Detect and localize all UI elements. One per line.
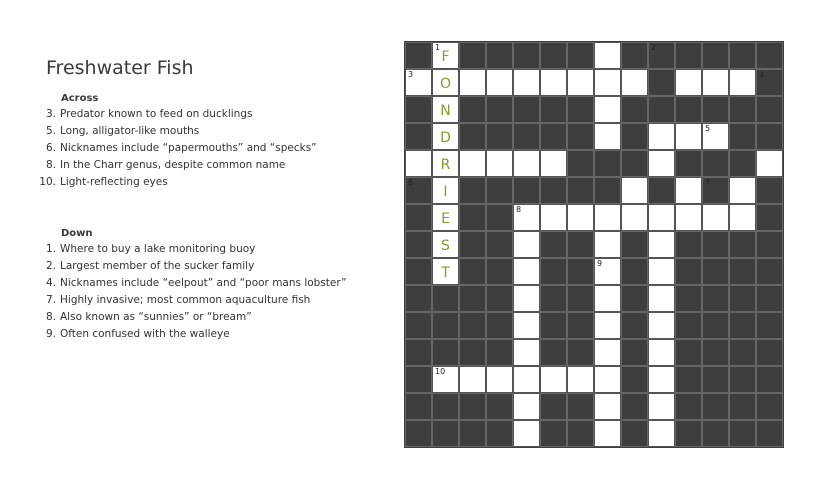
cell-letter: I [443, 184, 448, 200]
down-clue [34, 328, 384, 342]
grid-block [621, 123, 648, 150]
clue-number: 2. [45, 260, 56, 272]
clue-text: Predator known to feed on ducklings [60, 108, 253, 120]
down-clue [34, 277, 384, 291]
grid-block [675, 231, 702, 258]
grid-block [594, 150, 621, 177]
grid-block [729, 285, 756, 312]
grid-block [675, 285, 702, 312]
grid-cell[interactable] [513, 150, 540, 177]
clue-number: 3. [45, 108, 56, 120]
grid-block [486, 123, 513, 150]
grid-block [702, 339, 729, 366]
grid-cell[interactable] [486, 150, 513, 177]
grid-block [540, 312, 567, 339]
grid-block [567, 393, 594, 420]
across-clue [34, 108, 384, 122]
grid-block [621, 150, 648, 177]
grid-block [729, 96, 756, 123]
grid-cell[interactable] [432, 204, 459, 231]
grid-block [756, 96, 783, 123]
grid-cell[interactable] [540, 150, 567, 177]
clue-number: 6. [45, 142, 56, 154]
grid-block [459, 96, 486, 123]
grid-block [621, 42, 648, 69]
grid-block [432, 285, 459, 312]
grid-cell[interactable] [405, 69, 432, 96]
grid-block [432, 312, 459, 339]
grid-block [675, 366, 702, 393]
grid-block [648, 42, 675, 69]
grid-block [621, 96, 648, 123]
cell-letter: R [440, 157, 451, 173]
grid-block [486, 339, 513, 366]
grid-block [540, 258, 567, 285]
cell-number: 3 [408, 70, 414, 79]
grid-block [405, 42, 432, 69]
grid-block [405, 96, 432, 123]
grid-block [567, 150, 594, 177]
grid-cell[interactable] [648, 285, 675, 312]
grid-cell[interactable] [648, 123, 675, 150]
cell-number: 2 [651, 43, 657, 52]
grid-block [540, 177, 567, 204]
grid-block [405, 393, 432, 420]
grid-cell[interactable] [513, 69, 540, 96]
grid-cell[interactable] [648, 420, 675, 447]
grid-block [621, 312, 648, 339]
grid-block [540, 96, 567, 123]
grid-block [432, 393, 459, 420]
cell-letter: T [441, 265, 450, 281]
grid-cell[interactable] [513, 420, 540, 447]
clue-text: Long, alligator-like mouths [60, 125, 200, 137]
grid-cell[interactable] [594, 285, 621, 312]
cell-number: 7 [705, 178, 711, 187]
grid-block [486, 312, 513, 339]
grid-block [621, 231, 648, 258]
cell-number: 5 [705, 124, 711, 133]
clue-number: 7. [45, 294, 56, 306]
grid-block [459, 312, 486, 339]
cell-number: 4 [759, 70, 765, 79]
grid-block [486, 177, 513, 204]
clue-text: Nicknames include “papermouths” and “specks” [60, 142, 317, 154]
grid-cell[interactable] [702, 123, 729, 150]
across-clue [34, 176, 384, 190]
grid-block [540, 420, 567, 447]
grid-block [405, 204, 432, 231]
grid-cell[interactable] [432, 69, 459, 96]
grid-block [729, 420, 756, 447]
grid-cell[interactable] [648, 366, 675, 393]
grid-block [756, 258, 783, 285]
grid-block [648, 69, 675, 96]
grid-block [486, 204, 513, 231]
grid-cell[interactable] [729, 69, 756, 96]
grid-block [675, 258, 702, 285]
grid-block [702, 420, 729, 447]
grid-block [729, 258, 756, 285]
clue-number: 8. [45, 311, 56, 323]
grid-cell[interactable] [486, 366, 513, 393]
grid-block [756, 204, 783, 231]
grid-cell[interactable] [594, 366, 621, 393]
grid-block [702, 393, 729, 420]
grid-cell[interactable] [648, 150, 675, 177]
cell-number: 9 [597, 259, 603, 268]
grid-block [621, 420, 648, 447]
grid-cell[interactable] [540, 204, 567, 231]
grid-block [459, 231, 486, 258]
cell-number: 6 [408, 178, 414, 187]
clue-number: 4. [45, 277, 56, 289]
grid-block [729, 366, 756, 393]
grid-block [756, 42, 783, 69]
grid-cell[interactable] [648, 393, 675, 420]
across-clue [34, 159, 384, 173]
grid-block [567, 96, 594, 123]
clue-text: Also known as “sunnies” or “bream” [60, 311, 252, 323]
grid-cell[interactable] [594, 258, 621, 285]
grid-block [756, 123, 783, 150]
grid-block [729, 42, 756, 69]
grid-cell[interactable] [621, 204, 648, 231]
grid-block [702, 366, 729, 393]
grid-cell[interactable] [513, 285, 540, 312]
grid-block [405, 339, 432, 366]
grid-block [756, 69, 783, 96]
grid-block [486, 258, 513, 285]
grid-block [567, 285, 594, 312]
clue-text: Light-reflecting eyes [60, 176, 168, 188]
grid-block [702, 177, 729, 204]
grid-cell[interactable] [675, 177, 702, 204]
grid-cell[interactable] [675, 69, 702, 96]
grid-cell[interactable] [432, 150, 459, 177]
grid-cell[interactable] [594, 420, 621, 447]
grid-block [405, 285, 432, 312]
grid-block [405, 231, 432, 258]
grid-cell[interactable] [729, 177, 756, 204]
grid-block [405, 123, 432, 150]
grid-cell[interactable] [594, 204, 621, 231]
grid-cell[interactable] [459, 69, 486, 96]
grid-block [405, 366, 432, 393]
grid-block [540, 339, 567, 366]
clue-number: 1. [45, 243, 56, 255]
grid-block [486, 285, 513, 312]
grid-block [621, 258, 648, 285]
down-clue [34, 243, 384, 257]
grid-cell[interactable] [432, 258, 459, 285]
grid-cell[interactable] [648, 339, 675, 366]
grid-block [405, 177, 432, 204]
down-clue [34, 294, 384, 308]
grid-block [486, 96, 513, 123]
grid-block [702, 312, 729, 339]
puzzle-title: Freshwater Fish [46, 57, 194, 79]
down-heading: Down [61, 228, 93, 239]
grid-block [675, 96, 702, 123]
grid-cell[interactable] [513, 312, 540, 339]
grid-block [675, 42, 702, 69]
grid-block [513, 177, 540, 204]
clue-number: 8. [45, 159, 56, 171]
grid-cell[interactable] [594, 312, 621, 339]
cell-letter: E [441, 211, 450, 227]
down-clue [34, 260, 384, 274]
clue-number: 9. [45, 328, 56, 340]
grid-block [540, 231, 567, 258]
grid-block [513, 123, 540, 150]
grid-cell[interactable] [648, 204, 675, 231]
grid-block [486, 231, 513, 258]
grid-cell[interactable] [486, 69, 513, 96]
grid-block [648, 96, 675, 123]
grid-cell[interactable] [648, 312, 675, 339]
grid-block [729, 312, 756, 339]
cell-number: 8 [516, 205, 522, 214]
grid-block [540, 393, 567, 420]
clue-text: In the Charr genus, despite common name [60, 159, 286, 171]
grid-block [567, 123, 594, 150]
grid-block [702, 96, 729, 123]
grid-block [513, 96, 540, 123]
grid-cell[interactable] [567, 366, 594, 393]
grid-block [540, 123, 567, 150]
grid-block [621, 393, 648, 420]
grid-block [594, 177, 621, 204]
grid-block [756, 339, 783, 366]
grid-block [459, 123, 486, 150]
grid-block [405, 420, 432, 447]
grid-block [675, 420, 702, 447]
grid-block [432, 339, 459, 366]
grid-block [567, 420, 594, 447]
grid-block [702, 285, 729, 312]
clue-text: Nicknames include “eelpout” and “poor mans lobster” [60, 277, 347, 289]
grid-cell[interactable] [567, 204, 594, 231]
grid-cell[interactable] [432, 366, 459, 393]
grid-cell[interactable] [702, 204, 729, 231]
grid-cell[interactable] [594, 123, 621, 150]
clue-text: Where to buy a lake monitoring buoy [60, 243, 256, 255]
clue-number: 5. [45, 125, 56, 137]
grid-block [675, 339, 702, 366]
clue-number: 10. [39, 176, 56, 188]
grid-block [540, 285, 567, 312]
grid-block [729, 150, 756, 177]
grid-cell[interactable] [459, 150, 486, 177]
grid-block [702, 231, 729, 258]
grid-block [513, 42, 540, 69]
grid-block [675, 393, 702, 420]
cell-letter: S [441, 238, 450, 254]
grid-block [486, 420, 513, 447]
grid-cell[interactable] [513, 258, 540, 285]
grid-cell[interactable] [540, 69, 567, 96]
grid-cell[interactable] [567, 69, 594, 96]
grid-block [729, 123, 756, 150]
grid-block [540, 42, 567, 69]
across-heading: Across [61, 93, 99, 104]
grid-cell[interactable] [594, 96, 621, 123]
grid-block [648, 177, 675, 204]
cell-letter: O [439, 76, 452, 92]
grid-block [432, 420, 459, 447]
grid-block [702, 150, 729, 177]
grid-cell[interactable] [729, 204, 756, 231]
grid-block [621, 366, 648, 393]
grid-cell[interactable] [513, 231, 540, 258]
grid-block [459, 204, 486, 231]
grid-block [729, 231, 756, 258]
grid-cell[interactable] [675, 123, 702, 150]
clue-text: Largest member of the sucker family [60, 260, 255, 272]
cell-letter: F [441, 49, 450, 65]
grid-block [621, 339, 648, 366]
cell-letter: N [440, 103, 451, 119]
grid-cell[interactable] [432, 177, 459, 204]
grid-block [675, 312, 702, 339]
grid-cell[interactable] [540, 366, 567, 393]
cell-letter: D [440, 130, 451, 146]
grid-block [675, 150, 702, 177]
down-clue [34, 311, 384, 325]
grid-cell[interactable] [432, 231, 459, 258]
grid-cell[interactable] [405, 150, 432, 177]
clue-text: Highly invasive; most common aquaculture fish [60, 294, 311, 306]
grid-cell[interactable] [513, 339, 540, 366]
grid-block [756, 231, 783, 258]
grid-block [621, 285, 648, 312]
grid-cell[interactable] [594, 69, 621, 96]
grid-cell[interactable] [459, 366, 486, 393]
grid-block [459, 258, 486, 285]
grid-block [756, 312, 783, 339]
grid-cell[interactable] [513, 366, 540, 393]
grid-block [567, 42, 594, 69]
grid-block [702, 42, 729, 69]
grid-cell[interactable] [432, 96, 459, 123]
clue-text: Often confused with the walleye [60, 328, 230, 340]
grid-block [459, 42, 486, 69]
grid-block [486, 393, 513, 420]
grid-block [459, 420, 486, 447]
grid-cell[interactable] [648, 231, 675, 258]
grid-block [567, 231, 594, 258]
crossword-grid[interactable] [404, 41, 784, 448]
grid-cell[interactable] [621, 177, 648, 204]
grid-block [567, 177, 594, 204]
grid-block [486, 42, 513, 69]
grid-cell[interactable] [675, 204, 702, 231]
grid-block [729, 339, 756, 366]
grid-block [405, 312, 432, 339]
across-clue [34, 142, 384, 156]
grid-block [756, 177, 783, 204]
grid-block [756, 393, 783, 420]
grid-block [459, 339, 486, 366]
grid-block [567, 258, 594, 285]
grid-cell[interactable] [594, 339, 621, 366]
grid-block [459, 393, 486, 420]
grid-cell[interactable] [513, 204, 540, 231]
grid-block [756, 285, 783, 312]
across-clue [34, 125, 384, 139]
cell-number: 1 [435, 43, 441, 52]
grid-block [567, 312, 594, 339]
grid-cell[interactable] [432, 42, 459, 69]
grid-block [459, 177, 486, 204]
grid-cell[interactable] [702, 69, 729, 96]
grid-block [567, 339, 594, 366]
grid-block [702, 258, 729, 285]
grid-cell[interactable] [513, 393, 540, 420]
cell-number: 10 [435, 367, 446, 376]
grid-cell[interactable] [594, 42, 621, 69]
grid-block [756, 366, 783, 393]
grid-cell[interactable] [756, 150, 783, 177]
grid-cell[interactable] [621, 69, 648, 96]
grid-cell[interactable] [594, 231, 621, 258]
grid-block [729, 393, 756, 420]
grid-cell[interactable] [432, 123, 459, 150]
grid-block [756, 420, 783, 447]
grid-block [405, 258, 432, 285]
grid-block [459, 285, 486, 312]
grid-cell[interactable] [648, 258, 675, 285]
grid-cell[interactable] [594, 393, 621, 420]
